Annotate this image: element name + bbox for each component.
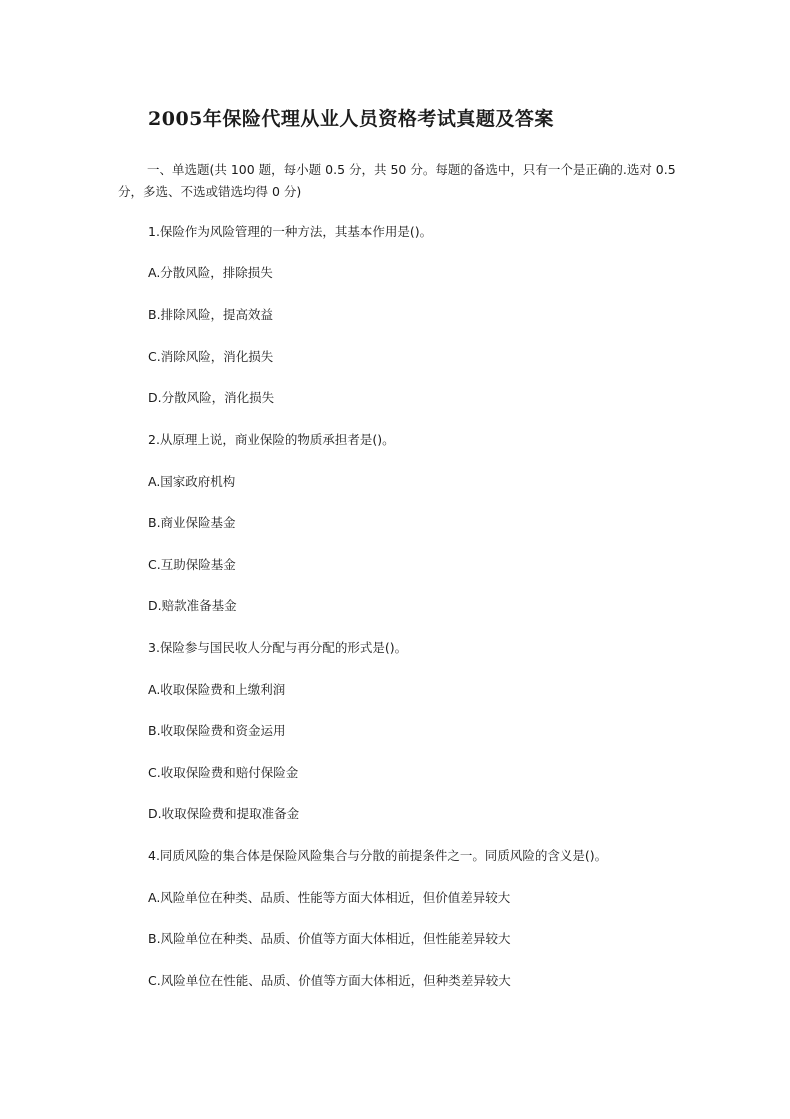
page-title: 2005年保险代理从业人员资格考试真题及答案 xyxy=(148,108,554,130)
option-item: A.国家政府机构 xyxy=(148,474,236,489)
option-item: C.消除风险，消化损失 xyxy=(148,349,274,364)
option-item: D.分散风险，消化损失 xyxy=(148,390,275,405)
option-item: A.收取保险费和上缴利润 xyxy=(148,682,286,697)
option-item: D.赔款准备基金 xyxy=(148,598,237,613)
option-item: B.商业保险基金 xyxy=(148,515,236,530)
option-item: B.排除风险，提高效益 xyxy=(148,307,274,322)
question-stem: 4.同质风险的集合体是保险风险集合与分散的前提条件之一。同质风险的含义是()。 xyxy=(148,848,608,863)
question-stem: 1.保险作为风险管理的一种方法，其基本作用是()。 xyxy=(148,224,433,239)
option-item: A.分散风险，排除损失 xyxy=(148,265,273,280)
option-item: C.风险单位在性能、品质、价值等方面大体相近，但种类差异较大 xyxy=(148,973,511,988)
option-item: C.收取保险费和赔付保险金 xyxy=(148,765,299,780)
option-item: D.收取保险费和提取准备金 xyxy=(148,806,300,821)
option-item: B.收取保险费和资金运用 xyxy=(148,723,286,738)
option-item: B.风险单位在种类、品质、价值等方面大体相近，但性能差异较大 xyxy=(148,931,511,946)
option-item: C.互助保险基金 xyxy=(148,557,236,572)
question-stem: 3.保险参与国民收人分配与再分配的形式是()。 xyxy=(148,640,408,655)
question-stem: 2.从原理上说，商业保险的物质承担者是()。 xyxy=(148,432,395,447)
section-intro: 一、单选题(共 100 题，每小题 0.5 分，共 50 分。每题的备选中，只有一个是正确的.选对 0.5 分，多选、不选或错选均得 0 分) xyxy=(118,162,676,199)
option-item: A.风险单位在种类、品质、性能等方面大体相近，但价值差异较大 xyxy=(148,890,511,905)
